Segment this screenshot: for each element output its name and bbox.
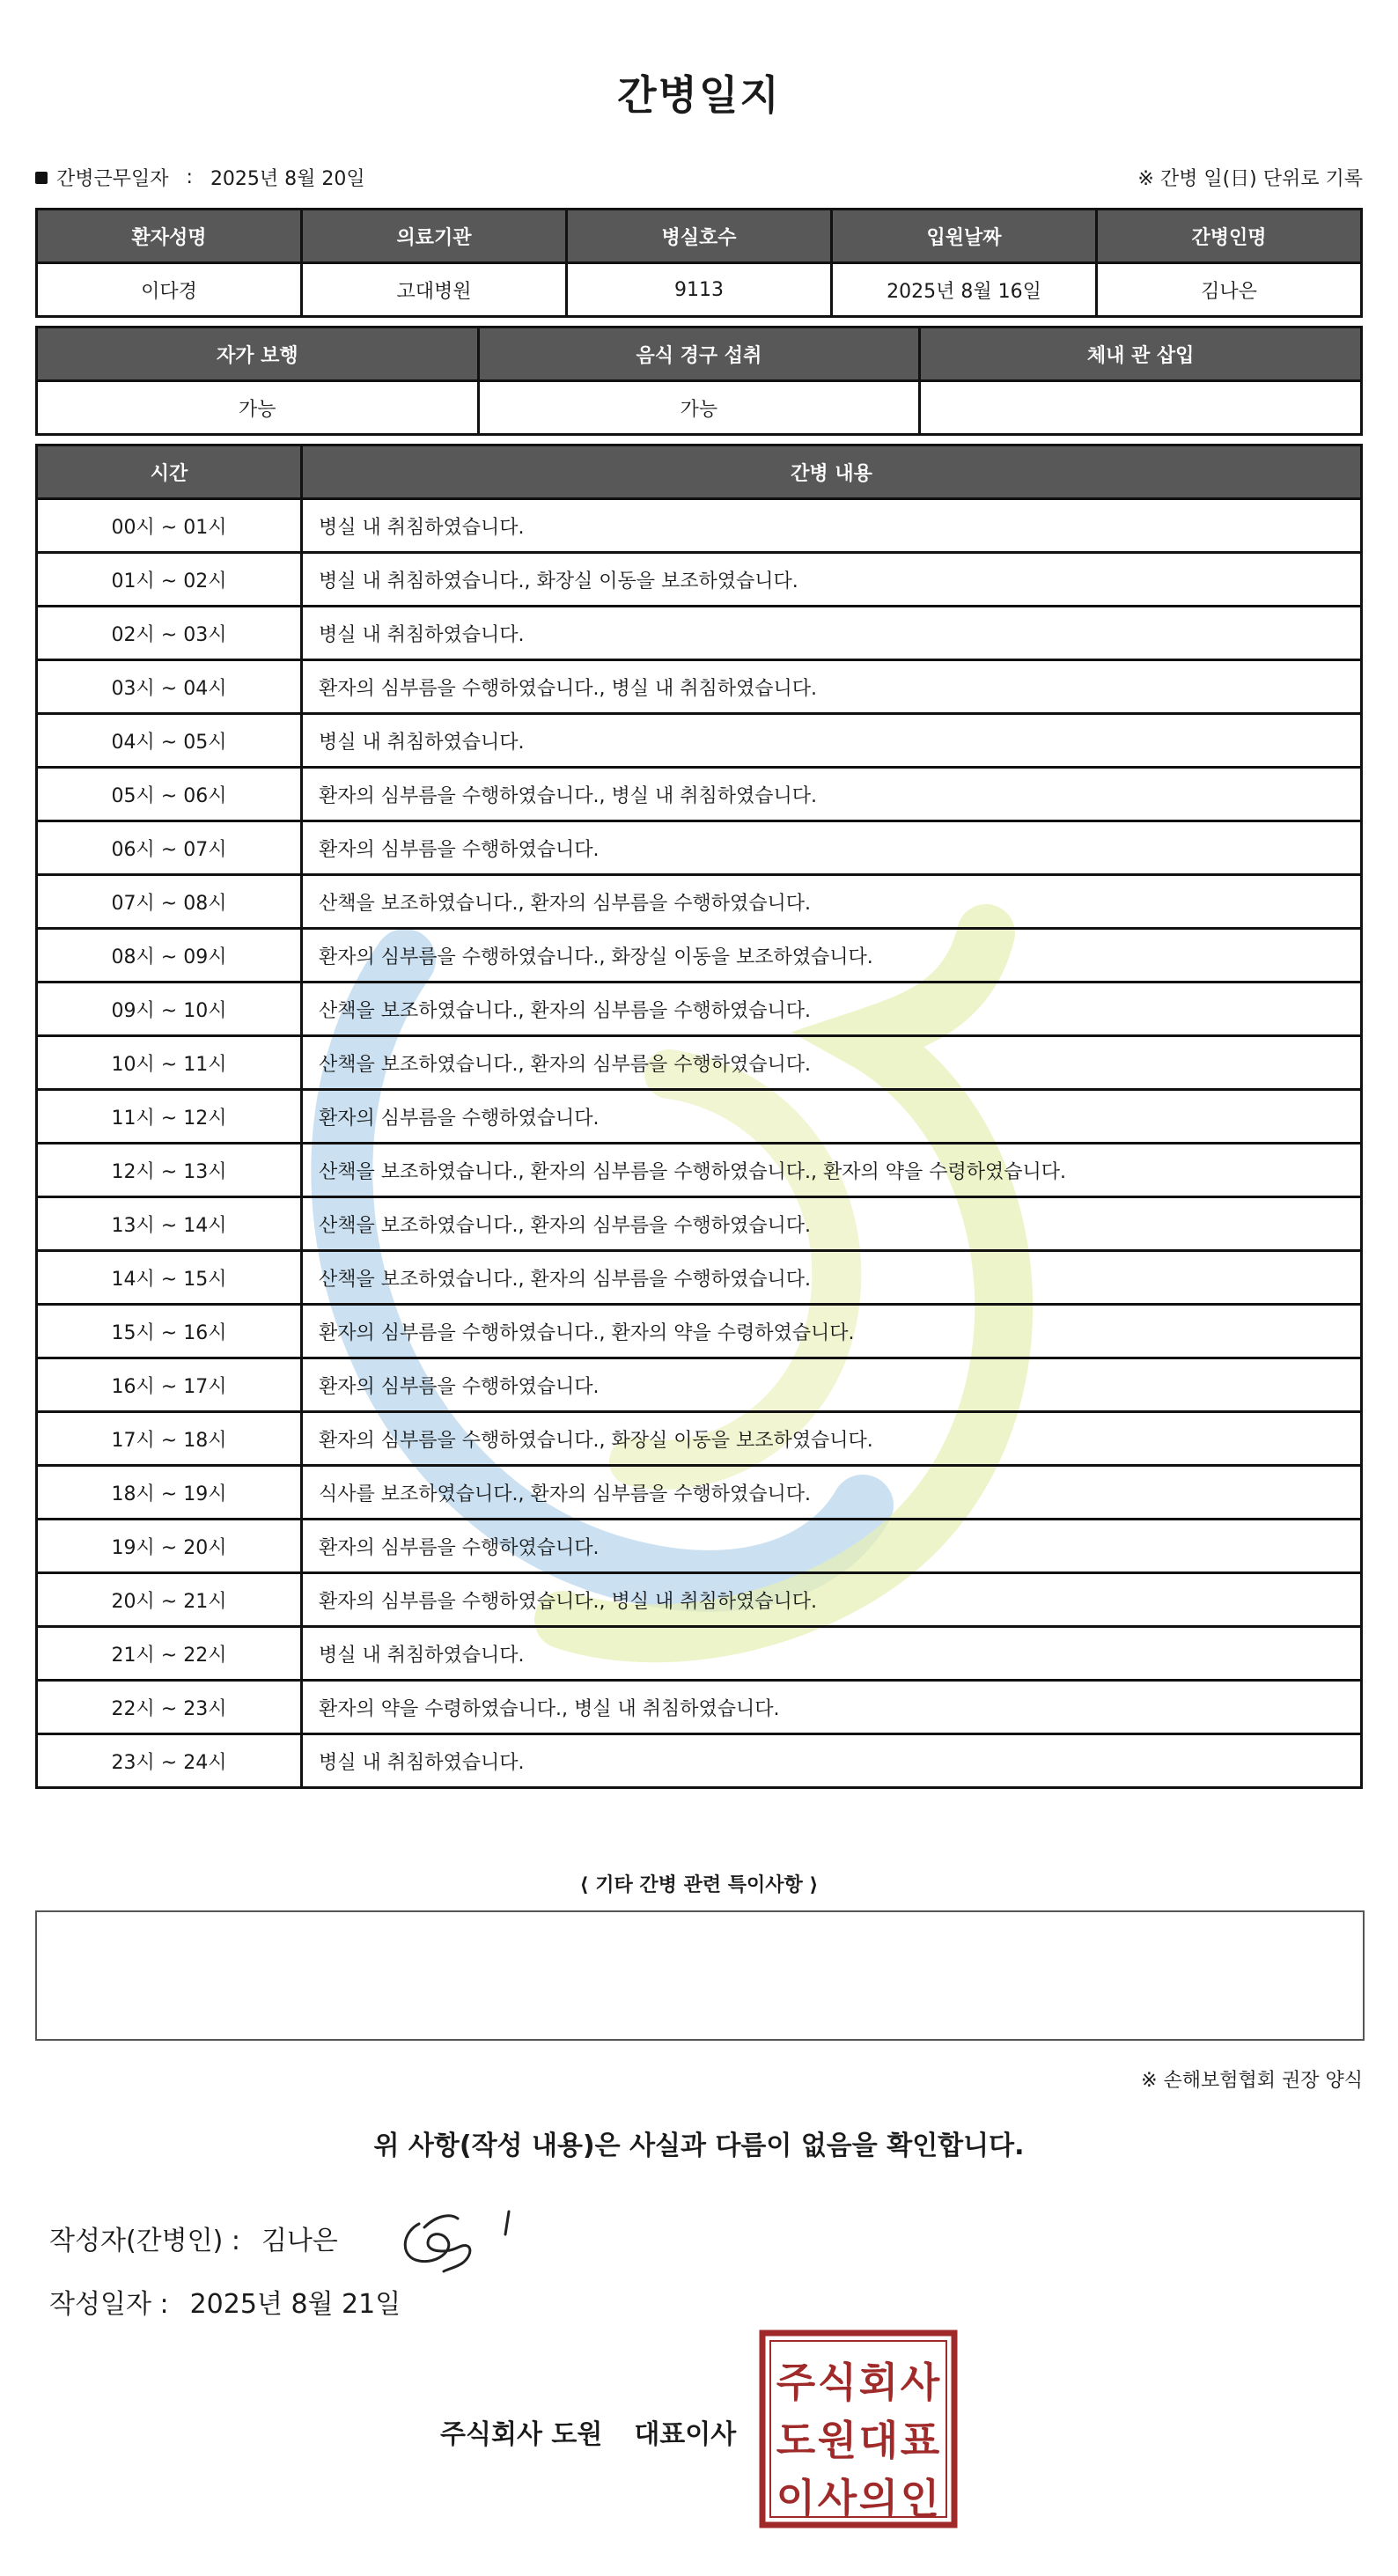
work-date-separator: : [186,166,193,188]
seal-glyph: 사 [900,2359,940,2406]
unit-note: ※ 간병 일(日) 단위로 기록 [1137,168,1363,190]
seal-glyph: 원 [817,2417,857,2464]
care-log-content: 산책을 보조하였습니다., 환자의 심부름을 수행하였습니다. [302,983,1362,1036]
seal-glyph: 인 [900,2475,940,2522]
care-log-content: 환자의 심부름을 수행하였습니다. [302,1520,1362,1573]
oral-intake-value: 가능 [478,381,920,435]
care-log-time: 22시 ~ 23시 [37,1681,302,1734]
care-log-time: 07시 ~ 08시 [37,875,302,929]
care-log-time: 16시 ~ 17시 [37,1358,302,1412]
care-log-content: 산책을 보조하였습니다., 환자의 심부름을 수행하였습니다., 환자의 약을 수령하였습니다. [302,1144,1362,1197]
header-care-content: 간병 내용 [302,445,1362,499]
header-oral-intake: 음식 경구 섭취 [478,328,920,381]
care-log-time: 03시 ~ 04시 [37,660,302,714]
caregiver-name: 김나은 [1097,263,1362,317]
care-log-row [37,875,1362,929]
care-log-content: 산책을 보조하였습니다., 환자의 심부름을 수행하였습니다. [302,1036,1362,1090]
care-log-body [37,499,1362,1788]
company-representative: 대표이사 [634,2419,737,2450]
care-log-content: 병실 내 취침하였습니다. [302,1734,1362,1788]
room-number: 9113 [567,263,832,317]
care-log-row [37,607,1362,660]
care-log-time: 21시 ~ 22시 [37,1627,302,1681]
care-log-row [37,660,1362,714]
care-log-content: 식사를 보조하였습니다., 환자의 심부름을 수행하였습니다. [302,1466,1362,1520]
care-log-row [37,768,1362,821]
care-log-content: 환자의 심부름을 수행하였습니다., 화장실 이동을 보조하였습니다. [302,1412,1362,1466]
care-log-row [37,499,1362,553]
care-log-row [37,1036,1362,1090]
company-seal-icon [759,2329,958,2528]
care-log-header-row [37,445,1362,499]
care-log-row [37,1412,1362,1466]
care-log-content: 산책을 보조하였습니다., 환자의 심부름을 수행하였습니다. [302,1251,1362,1305]
care-log-table [35,444,1363,1789]
care-log-time: 20시 ~ 21시 [37,1573,302,1627]
care-log-time: 05시 ~ 06시 [37,768,302,821]
care-log-content: 환자의 심부름을 수행하였습니다., 병실 내 취침하였습니다. [302,660,1362,714]
header-caregiver-name: 간병인명 [1097,210,1362,263]
header-time: 시간 [37,445,302,499]
care-log-row [37,1090,1362,1144]
care-log-row [37,1197,1362,1251]
writer-label: 작성자(간병인) : [49,2226,240,2256]
write-date-value: 2025년 8월 21일 [189,2289,401,2320]
admission-date: 2025년 8월 16일 [832,263,1097,317]
care-log-row [37,714,1362,768]
care-log-time: 14시 ~ 15시 [37,1251,302,1305]
company-line [440,2412,736,2451]
care-log-content: 환자의 심부름을 수행하였습니다. [302,1090,1362,1144]
care-log-time: 13시 ~ 14시 [37,1197,302,1251]
care-log-row [37,1466,1362,1520]
write-date-label: 작성일자 : [49,2289,169,2320]
care-log-time: 23시 ~ 24시 [37,1734,302,1788]
care-log-row [37,929,1362,983]
work-date [35,164,365,191]
care-log-content: 산책을 보조하였습니다., 환자의 심부름을 수행하였습니다. [302,1197,1362,1251]
care-log-content: 병실 내 취침하였습니다. [302,499,1362,553]
care-log-row [37,983,1362,1036]
care-log-content: 환자의 심부름을 수행하였습니다. [302,821,1362,875]
care-log-row [37,1573,1362,1627]
form-note: ※ 손해보험협회 권장 양식 [1141,2070,1363,2092]
seal-glyph: 사 [817,2475,857,2522]
company-name: 주식회사 도원 [440,2419,603,2450]
care-log-content: 병실 내 취침하였습니다., 화장실 이동을 보조하였습니다. [302,553,1362,607]
seal-glyph: 의 [858,2475,899,2522]
care-log-content: 환자의 심부름을 수행하였습니다., 환자의 약을 수령하였습니다. [302,1305,1362,1358]
work-date-value: 2025년 8월 20일 [210,168,365,190]
page-title: 간병일지 [617,71,781,119]
care-log-time: 10시 ~ 11시 [37,1036,302,1090]
care-log-content: 환자의 심부름을 수행하였습니다., 병실 내 취침하였습니다. [302,768,1362,821]
care-log-content: 환자의 약을 수령하였습니다., 병실 내 취침하였습니다. [302,1681,1362,1734]
care-log-time: 12시 ~ 13시 [37,1144,302,1197]
header-hospital: 의료기관 [302,210,567,263]
work-date-label: 간병근무일자 [56,168,169,190]
self-walking-value: 가능 [37,381,479,435]
seal-glyph: 대 [858,2417,899,2464]
patient-info-header-row [37,210,1362,263]
ability-info-table [35,326,1363,436]
tube-insertion-value [920,381,1362,435]
seal-glyph: 표 [900,2417,940,2464]
care-log-row [37,553,1362,607]
confirmation-statement: 위 사항(작성 내용)은 사실과 다름이 없음을 확인합니다. [373,2131,1025,2161]
ability-value-row [37,381,1362,435]
care-log-time: 08시 ~ 09시 [37,929,302,983]
care-log-row [37,821,1362,875]
seal-glyph: 도 [776,2417,816,2464]
care-log-row [37,1681,1362,1734]
hospital: 고대병원 [302,263,567,317]
care-log-content: 환자의 심부름을 수행하였습니다., 병실 내 취침하였습니다. [302,1573,1362,1627]
care-log-time: 04시 ~ 05시 [37,714,302,768]
special-notes-title: ⟨ 기타 간병 관련 특이사항 ⟩ [579,1874,819,1896]
care-log-row [37,1734,1362,1788]
care-log-time: 02시 ~ 03시 [37,607,302,660]
care-log-content: 환자의 심부름을 수행하였습니다. [302,1358,1362,1412]
care-log-time: 00시 ~ 01시 [37,499,302,553]
special-notes-box [35,1910,1365,2041]
care-log-row [37,1305,1362,1358]
care-log-time: 15시 ~ 16시 [37,1305,302,1358]
header-patient-name: 환자성명 [37,210,302,263]
care-log-time: 09시 ~ 10시 [37,983,302,1036]
work-date-row [35,164,1363,195]
patient-name: 이다경 [37,263,302,317]
writer-name: 김나은 [261,2226,338,2256]
square-bullet-icon [35,172,48,184]
ability-header-row [37,328,1362,381]
care-log-time: 06시 ~ 07시 [37,821,302,875]
writer-line [49,2219,338,2257]
handwritten-signature-icon [393,2189,542,2277]
care-log-time: 01시 ~ 02시 [37,553,302,607]
patient-info-table [35,208,1363,318]
care-log-content: 환자의 심부름을 수행하였습니다., 화장실 이동을 보조하였습니다. [302,929,1362,983]
care-log-content: 병실 내 취침하였습니다. [302,1627,1362,1681]
seal-glyph: 회 [858,2359,899,2406]
care-log-row [37,1358,1362,1412]
care-log-row [37,1627,1362,1681]
care-log-time: 11시 ~ 12시 [37,1090,302,1144]
header-room-number: 병실호수 [567,210,832,263]
care-log-content: 병실 내 취침하였습니다. [302,607,1362,660]
care-log-time: 17시 ~ 18시 [37,1412,302,1466]
care-log-content: 산책을 보조하였습니다., 환자의 심부름을 수행하였습니다. [302,875,1362,929]
care-log-content: 병실 내 취침하였습니다. [302,714,1362,768]
seal-glyph: 이 [776,2475,816,2522]
write-date-line [49,2282,401,2321]
care-log-row [37,1251,1362,1305]
header-admission-date: 입원날짜 [832,210,1097,263]
care-log-time: 19시 ~ 20시 [37,1520,302,1573]
care-log-row [37,1520,1362,1573]
seal-glyph: 식 [817,2359,857,2406]
header-tube-insertion: 체내 관 삽입 [920,328,1362,381]
header-self-walking: 자가 보행 [37,328,479,381]
care-log-row [37,1144,1362,1197]
patient-info-value-row [37,263,1362,317]
seal-glyph: 주 [776,2359,816,2406]
care-log-time: 18시 ~ 19시 [37,1466,302,1520]
